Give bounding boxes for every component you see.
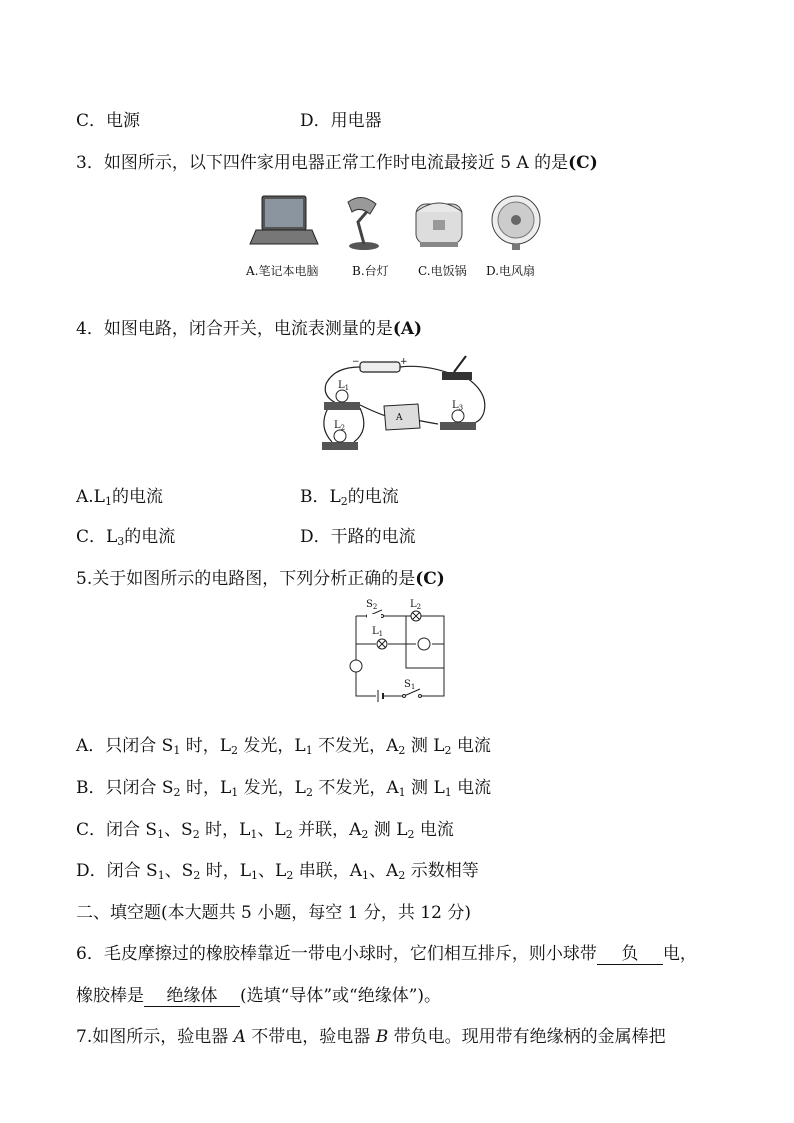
desk-lamp-icon — [348, 197, 379, 250]
q4-option-c: C．$L_3$的电流 — [76, 527, 176, 548]
q5-option-d: D．闭合 $S_1$、$S_2$ 时，$L_1$、$L_2$ 串联，$A_1$、$A_2$ 示数相等 — [76, 861, 479, 882]
q3-caption-d: D.电风扇 — [486, 264, 536, 278]
electric-fan-icon — [492, 196, 540, 250]
bulb-l1-icon — [324, 390, 360, 410]
q4-option-a: $A.L_1$的电流 — [76, 487, 163, 508]
q3-caption-c: C.电饭锅 — [418, 264, 467, 278]
q4-option-b: B．$L_2$的电流 — [300, 487, 399, 508]
q4-label-l3: $L_3$ — [452, 400, 464, 412]
q3-figure — [240, 190, 560, 280]
q3-caption-a: A.笔记本电脑 — [246, 264, 319, 278]
ammeter-a1-icon — [350, 660, 362, 672]
q4-label-minus: − — [352, 357, 360, 367]
q4-circuit-diagram — [314, 352, 490, 462]
switch-icon — [442, 356, 472, 380]
q5-label-s2: $S_2$ — [366, 599, 378, 611]
q5-label-l1: $L_1$ — [372, 626, 384, 638]
q5-answer: (C) — [415, 569, 445, 589]
q4-label-l2: $L_2$ — [334, 420, 346, 432]
q6-line1: 6．毛皮摩擦过的橡胶棒靠近一带电小球时，它们相互排斥，则小球带 负 电， — [76, 944, 697, 964]
battery-icon — [378, 690, 383, 702]
q5-circuit-schematic — [340, 596, 460, 702]
bulb-l3-icon — [440, 410, 476, 430]
q5-option-b: B．只闭合 $S_2$ 时，$L_1$ 发光，$L_2$ 不发光，$A_1$ 测 $L_1$ 电流 — [76, 778, 492, 799]
q5-label-s1: $S_1$ — [404, 679, 416, 691]
appliance-pictures — [240, 190, 560, 254]
q5-circuit-figure — [340, 596, 460, 702]
q3-answer: (C) — [568, 153, 598, 173]
q4-label-ammeter: A — [396, 413, 403, 423]
q3-stem: 3．如图所示，以下四件家用电器正常工作时电流最接近 5 A 的是(C) — [76, 153, 598, 173]
q4-label-plus: + — [400, 357, 408, 367]
q2-option-d: D．用电器 — [300, 111, 382, 131]
bulb-l2-icon — [322, 430, 358, 450]
q6-blank1: 负 — [597, 944, 663, 965]
q4-answer: (A) — [392, 319, 423, 339]
lamp-l2-icon — [411, 611, 421, 621]
q4-option-d: D．干路的电流 — [300, 527, 416, 547]
laptop-icon — [250, 196, 318, 244]
q7-stem: 7.如图所示，验电器 A 不带电，验电器 B 带负电。现用带有绝缘柄的金属棒把 — [76, 1027, 666, 1047]
ammeter-a2-icon — [418, 638, 430, 650]
q5-option-a: A．只闭合 $S_1$ 时，$L_2$ 发光，$L_1$ 不发光，$A_2$ 测 $L_2$ 电流 — [76, 736, 491, 757]
q3-caption-b: B.台灯 — [352, 264, 389, 278]
q6-line2: 橡胶棒是 绝缘体 (选填“导体”或“绝缘体”)。 — [76, 986, 442, 1006]
q5-stem: 5.关于如图所示的电路图，下列分析正确的是(C) — [76, 569, 445, 589]
section-heading: 二、填空题(本大题共 5 小题，每空 1 分，共 12 分) — [76, 903, 471, 923]
q4-circuit-figure — [314, 352, 490, 462]
switch-s2-icon — [367, 610, 384, 618]
q5-option-c: C．闭合 $S_1$、$S_2$ 时，$L_1$、$L_2$ 并联，$A_2$ 测 $L_2$ 电流 — [76, 820, 454, 841]
q6-blank2: 绝缘体 — [144, 986, 240, 1007]
rice-cooker-icon — [416, 203, 462, 247]
q4-stem: 4．如图电路，闭合开关，电流表测量的是(A) — [76, 319, 423, 339]
q2-option-c: C．电源 — [76, 111, 141, 131]
lamp-l1-icon — [377, 639, 387, 649]
q5-label-l2: $L_2$ — [410, 599, 422, 611]
q4-label-l1: $L_1$ — [338, 380, 350, 392]
